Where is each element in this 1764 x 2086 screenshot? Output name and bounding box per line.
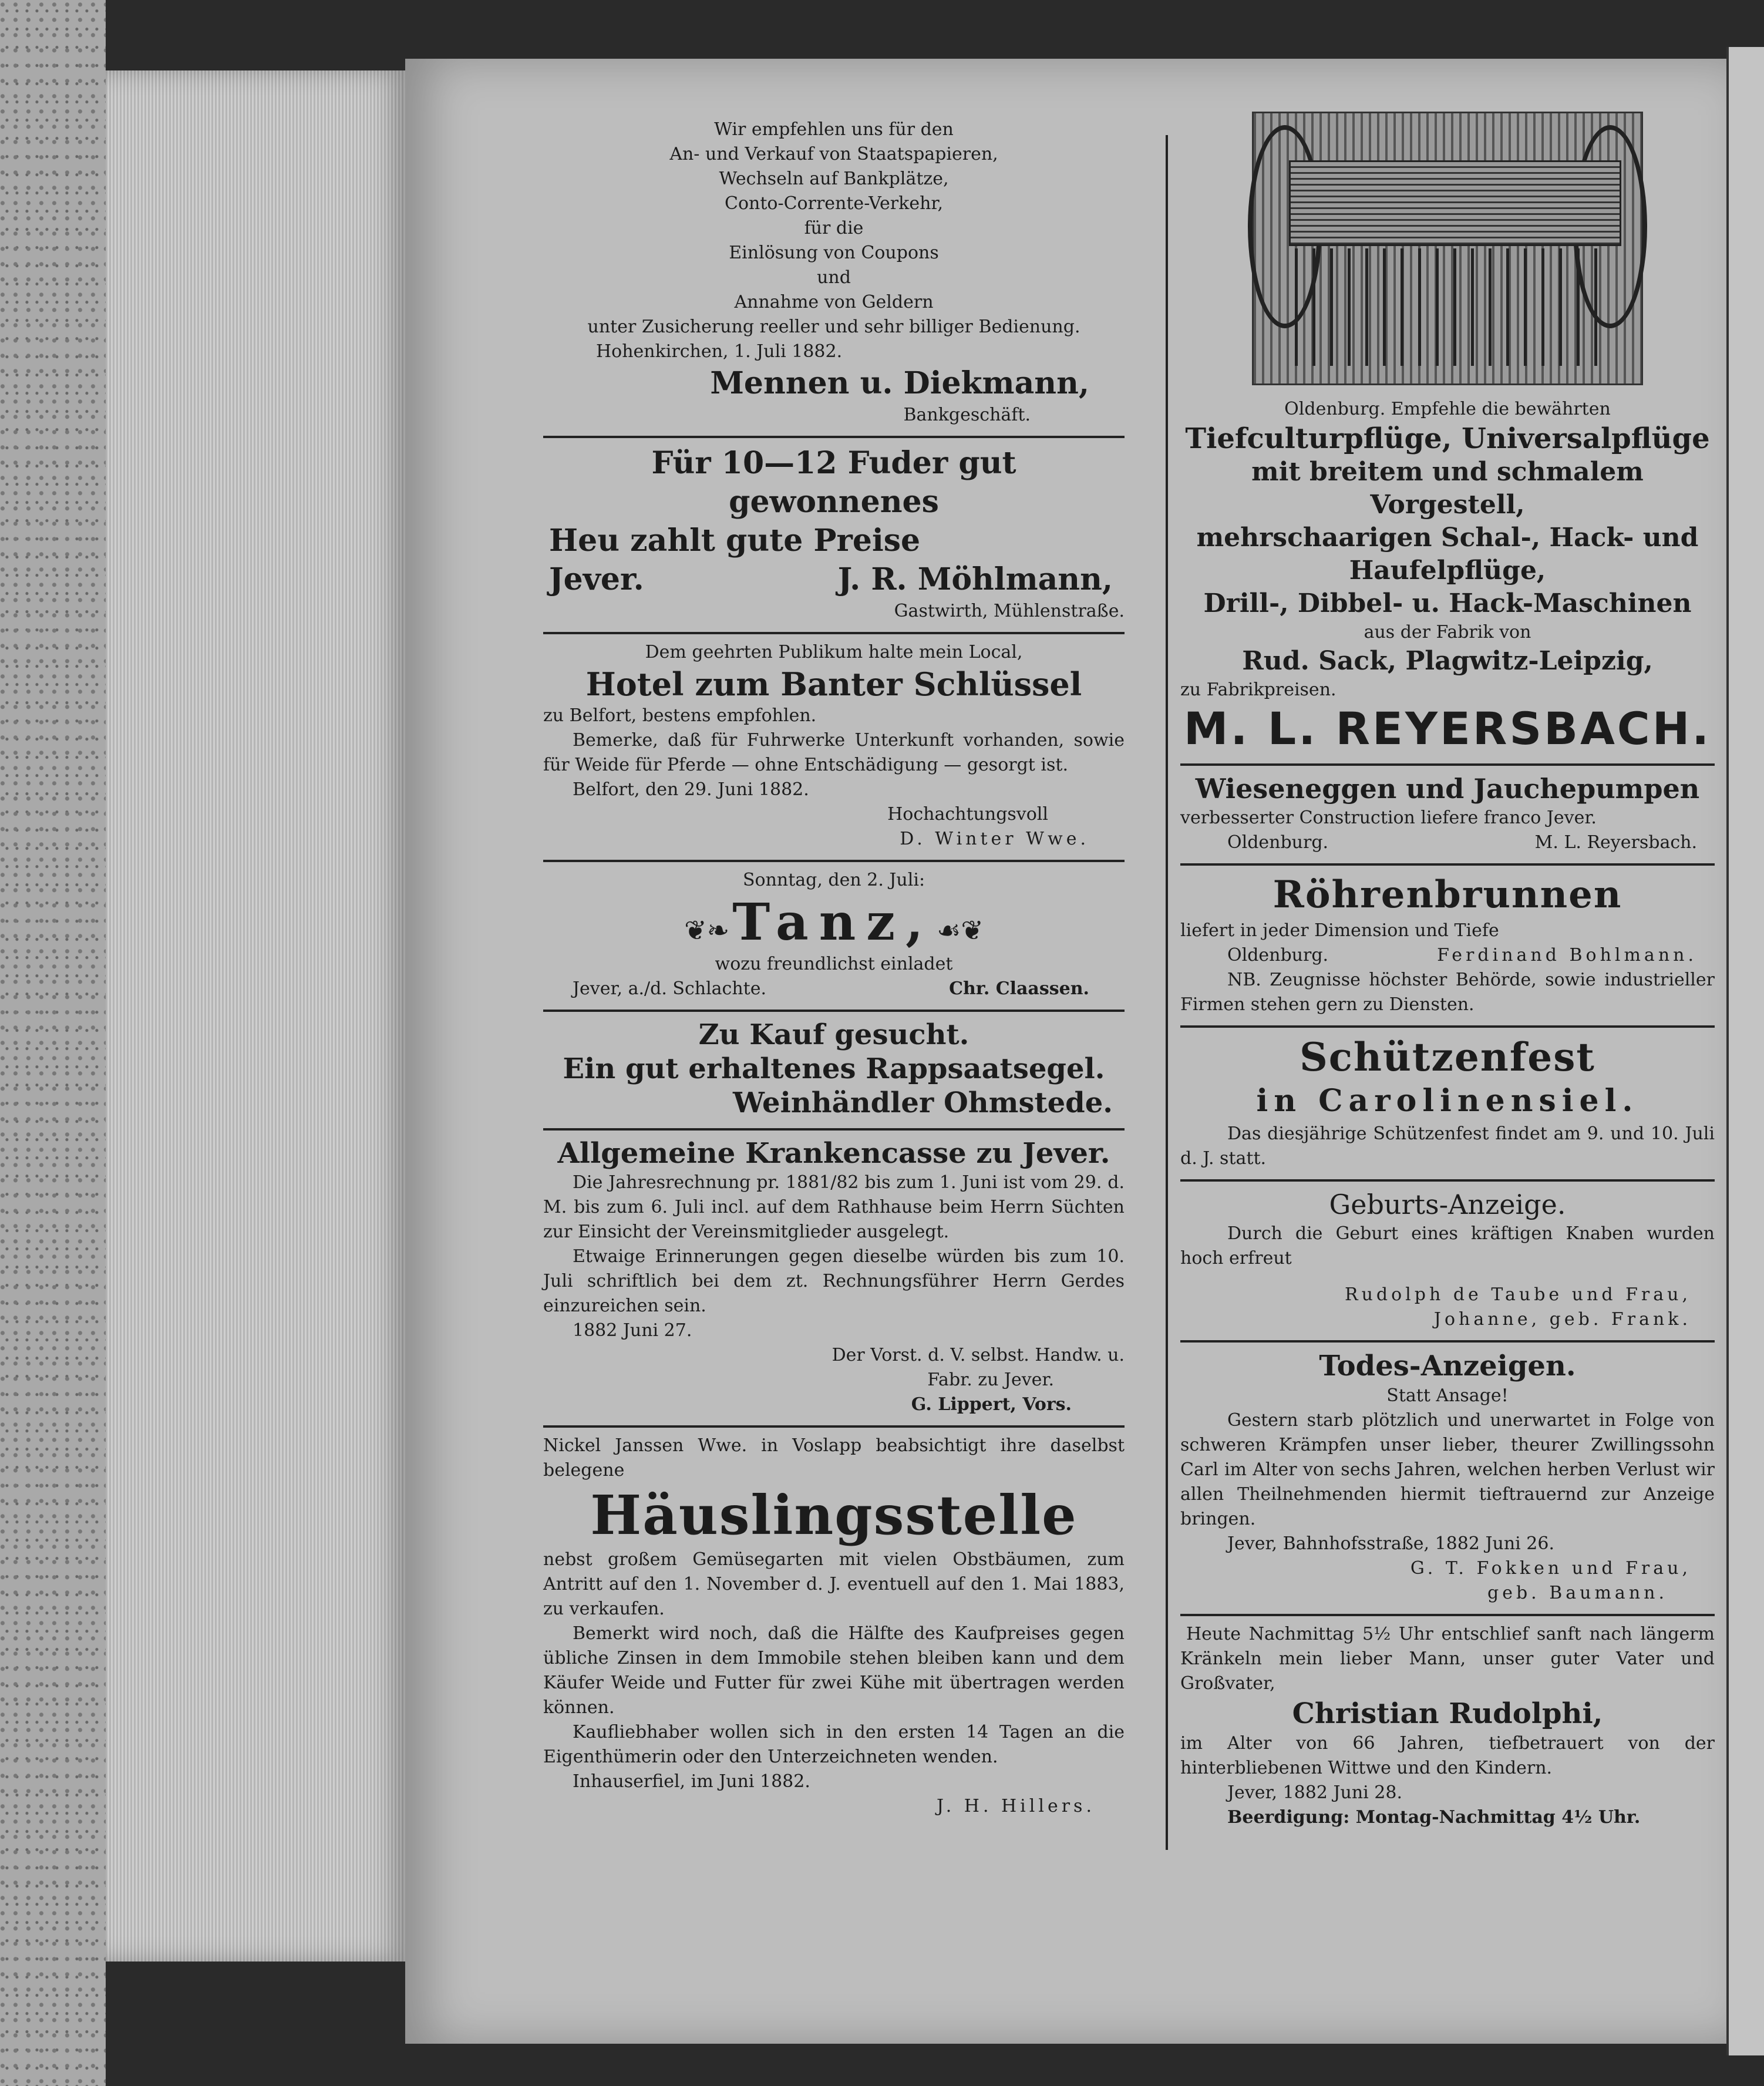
roehren-place: Oldenburg. <box>1227 945 1329 965</box>
hotel-line: zu Belfort, bestens empfohlen. <box>543 705 817 726</box>
ornament-right-icon: ☙❦ <box>937 914 984 946</box>
todes-name2: geb. Baumann. <box>1487 1583 1668 1603</box>
seed-drum-icon <box>1289 160 1621 246</box>
sack-line4: mehrschaarigen Schal-, Hack- und <box>1196 523 1699 553</box>
wiesen-line: verbesserter Construction liefere franco Jever. <box>1180 808 1597 828</box>
wiesen-name: M. L. Reyersbach. <box>1534 832 1697 853</box>
geburt-name1: Rudolph de Taube und Frau, <box>1345 1284 1691 1305</box>
roehren-nb: NB. Zeugnisse höchster Behörde, sowie industrieller Firmen stehen gern zu Diensten. <box>1180 970 1715 1015</box>
rudolphi-text1: Heute Nachmittag 5½ Uhr entschlief sanft nach längerm Kränkeln mein lieber Mann, unser guter Vater und Großvater, <box>1180 1624 1715 1694</box>
roehren-line: liefert in jeder Dimension und Tiefe <box>1180 920 1499 941</box>
tanz-ad <box>543 860 1125 1010</box>
bank-line: und <box>817 267 851 288</box>
kasse-sig2: Fabr. zu Jever. <box>927 1370 1054 1390</box>
bank-line: unter Zusicherung reeller und sehr billiger Bedienung. <box>587 317 1080 337</box>
heu-place: Jever. <box>549 561 644 597</box>
rudolphi-ad <box>1180 1614 1715 1838</box>
sack-line7: aus der Fabrik von <box>1364 622 1531 642</box>
rudolphi-text2: im Alter von 66 Jahren, tiefbetrauert von der hinterbliebenen Wittwe und den Kindern. <box>1180 1733 1715 1778</box>
right-column <box>1180 76 1715 1838</box>
schuetzen-text: Das diesjährige Schützenfest findet am 9. und 10. Juli d. J. statt. <box>1180 1123 1715 1169</box>
haeusling-intro: Nickel Janssen Wwe. in Voslapp beabsichtigt ihre daselbst belegene <box>543 1435 1125 1481</box>
bank-line: Wechseln auf Bankplätze, <box>719 169 949 189</box>
facing-page-edge <box>1726 47 1764 2055</box>
bank-line: Annahme von Geldern <box>734 292 934 312</box>
schuetzen-title2: in Carolinensiel. <box>1256 1083 1639 1119</box>
kasse-title: Allgemeine Krankencasse zu Jever. <box>557 1137 1110 1170</box>
roehren-name: Ferdinand Bohlmann. <box>1437 945 1697 965</box>
heu-name: J. R. Möhlmann, <box>837 561 1113 597</box>
bank-line: Wir empfehlen uns für den <box>714 119 954 140</box>
bank-ad <box>543 76 1125 436</box>
rudolphi-date: Jever, 1882 Juni 28. <box>1227 1782 1402 1803</box>
bank-sub: Bankgeschäft. <box>903 405 1031 425</box>
haeusling-text1: nebst großem Gemüsegarten mit vielen Obstbäumen, zum Antritt auf den 1. November d. J. eventuell auf den 1. Mai 1883, zu verkaufen. <box>543 1549 1125 1619</box>
kauf-ad <box>543 1010 1125 1128</box>
todes-title: Todes-Anzeigen. <box>1319 1350 1576 1382</box>
sack-line2: Tiefculturpflüge, Universalpflüge <box>1185 422 1710 455</box>
kasse-ad <box>543 1128 1125 1425</box>
kasse-sig1: Der Vorst. d. V. selbst. Handw. u. <box>831 1345 1125 1365</box>
todes-ad <box>1180 1340 1715 1614</box>
left-column <box>543 76 1125 1827</box>
schuetzen-title1: Schützenfest <box>1300 1034 1595 1080</box>
schuetzen-ad <box>1180 1025 1715 1179</box>
sack-line9: zu Fabrikpreisen. <box>1180 679 1337 700</box>
bank-line: Einlösung von Coupons <box>729 243 939 263</box>
ornament-left-icon: ❦❧ <box>684 914 730 946</box>
tanz-place: Jever, a./d. Schlachte. <box>573 978 767 999</box>
sack-line1: Oldenburg. Empfehle die bewährten <box>1284 399 1611 419</box>
tanz-name: Chr. Claassen. <box>949 978 1089 999</box>
haeusling-name: J. H. Hillers. <box>937 1796 1095 1816</box>
bank-name: Mennen u. Diekmann, <box>710 365 1089 401</box>
geburt-ad <box>1180 1179 1715 1340</box>
hotel-text: Bemerke, daß für Fuhrwerke Unterkunft vorhanden, sowie für Weide für Pferde — ohne Entschädigung — gesorgt ist. <box>543 730 1125 775</box>
kasse-text1: Die Jahresrechnung pr. 1881/82 bis zum 1. Juni ist vom 29. d. M. bis zum 6. Juli incl. auf dem Rathhause beim Herrn Süchten zur Einsicht der Vereinsmitglieder ausgelegt. <box>543 1172 1125 1242</box>
hotel-closing: Hochachtungsvoll <box>887 804 1048 825</box>
wiesen-place: Oldenburg. <box>1227 832 1329 853</box>
sack-ad <box>1180 112 1715 763</box>
kasse-text2: Etwaige Erinnerungen gegen dieselbe würden bis zum 10. Juli schriftlich bei dem zt. Rechnungsführer Herrn Gerdes einzureichen sein. <box>543 1246 1125 1316</box>
reyersbach-firm: M. L. REYERSBACH. <box>1183 702 1712 755</box>
kauf-line2: Ein gut erhaltenes Rappsaatsegel. <box>563 1052 1105 1085</box>
bank-line: Conto-Corrente-Verkehr, <box>725 193 943 214</box>
kasse-sig3: G. Lippert, Vors. <box>911 1394 1072 1415</box>
bank-line: für die <box>804 218 864 238</box>
haeusling-text3: Kaufliebhaber wollen sich in den ersten 14 Tagen an die Eigenthümerin oder den Unterzeichneten wenden. <box>543 1722 1125 1767</box>
tanz-invite: wozu freundlichst einladet <box>715 954 953 974</box>
bank-place-date: Hohenkirchen, 1. Juli 1882. <box>596 341 843 362</box>
rudolphi-name: Christian Rudolphi, <box>1292 1697 1603 1730</box>
sack-line5: Haufelpflüge, <box>1349 556 1546 586</box>
hotel-name: D. Winter Wwe. <box>900 829 1089 849</box>
tanz-date: Sonntag, den 2. Juli: <box>742 870 925 890</box>
haeusling-title: Häuslingsstelle <box>590 1483 1078 1547</box>
haeusling-text2: Bemerkt wird noch, daß die Hälfte des Kaufpreises gegen übliche Zinsen in dem Immobile stehen bleiben kann und dem Käufer Weide und Futter für zwei Kühe mit übertragen werden können. <box>543 1623 1125 1718</box>
scan-background <box>0 0 106 2086</box>
haeusling-ad <box>543 1425 1125 1827</box>
todes-sub: Statt Ansage! <box>1386 1385 1509 1406</box>
rudolphi-burial: Beerdigung: Montag-Nachmittag 4½ Uhr. <box>1227 1807 1641 1828</box>
wiesen-title: Wieseneggen und Jauchepumpen <box>1195 773 1700 805</box>
sack-line8: Rud. Sack, Plagwitz-Leipzig, <box>1242 646 1653 676</box>
geburt-title: Geburts-Anzeige. <box>1329 1189 1566 1220</box>
wiesen-ad <box>1180 763 1715 863</box>
hotel-date: Belfort, den 29. Juni 1882. <box>573 779 809 800</box>
heu-sub: Gastwirth, Mühlenstraße. <box>894 601 1125 621</box>
hotel-intro: Dem geehrten Publikum halte mein Local, <box>645 642 1023 662</box>
todes-date: Jever, Bahnhofsstraße, 1882 Juni 26. <box>1227 1533 1554 1554</box>
kasse-date: 1882 Juni 27. <box>573 1320 692 1341</box>
roehren-ad <box>1180 863 1715 1025</box>
heu-line2: Heu zahlt gute Preise <box>549 523 921 558</box>
column-divider <box>1166 135 1168 1850</box>
drill-tines-icon <box>1295 248 1612 366</box>
roehren-title: Röhrenbrunnen <box>1272 873 1622 917</box>
seed-drill-illustration <box>1252 112 1643 385</box>
haeusling-date: Inhauserfiel, im Juni 1882. <box>573 1771 810 1792</box>
kauf-line3: Weinhändler Ohmstede. <box>733 1086 1113 1119</box>
hotel-title: Hotel zum Banter Schlüssel <box>585 665 1082 703</box>
book-page-edges <box>106 70 411 1961</box>
tanz-title: Tanz, <box>732 893 934 952</box>
geburt-name2: Johanne, geb. Frank. <box>1433 1309 1691 1330</box>
hotel-ad <box>543 632 1125 860</box>
todes-name1: G. T. Fokken und Frau, <box>1410 1558 1691 1579</box>
bank-line: An- und Verkauf von Staatspapieren, <box>669 144 998 164</box>
kauf-line1: Zu Kauf gesucht. <box>698 1018 969 1051</box>
geburt-text: Durch die Geburt eines kräftigen Knaben wurden hoch erfreut <box>1180 1223 1715 1269</box>
todes-text: Gestern starb plötzlich und unerwartet in Folge von schweren Krämpfen unser lieber, theurer Zwillingssohn Carl im Alter von sechs Jahren, welchen herben Verlust wir allen Theilnehmenden hiermit tieftrauernd zur Anzeige bringen. <box>1180 1410 1715 1529</box>
heu-line1: Für 10—12 Fuder gut gewonnenes <box>651 445 1016 520</box>
heu-ad <box>543 436 1125 632</box>
sack-line6: Drill-, Dibbel- u. Hack-Maschinen <box>1203 588 1692 618</box>
sack-line3: mit breitem und schmalem Vorgestell, <box>1251 457 1644 520</box>
